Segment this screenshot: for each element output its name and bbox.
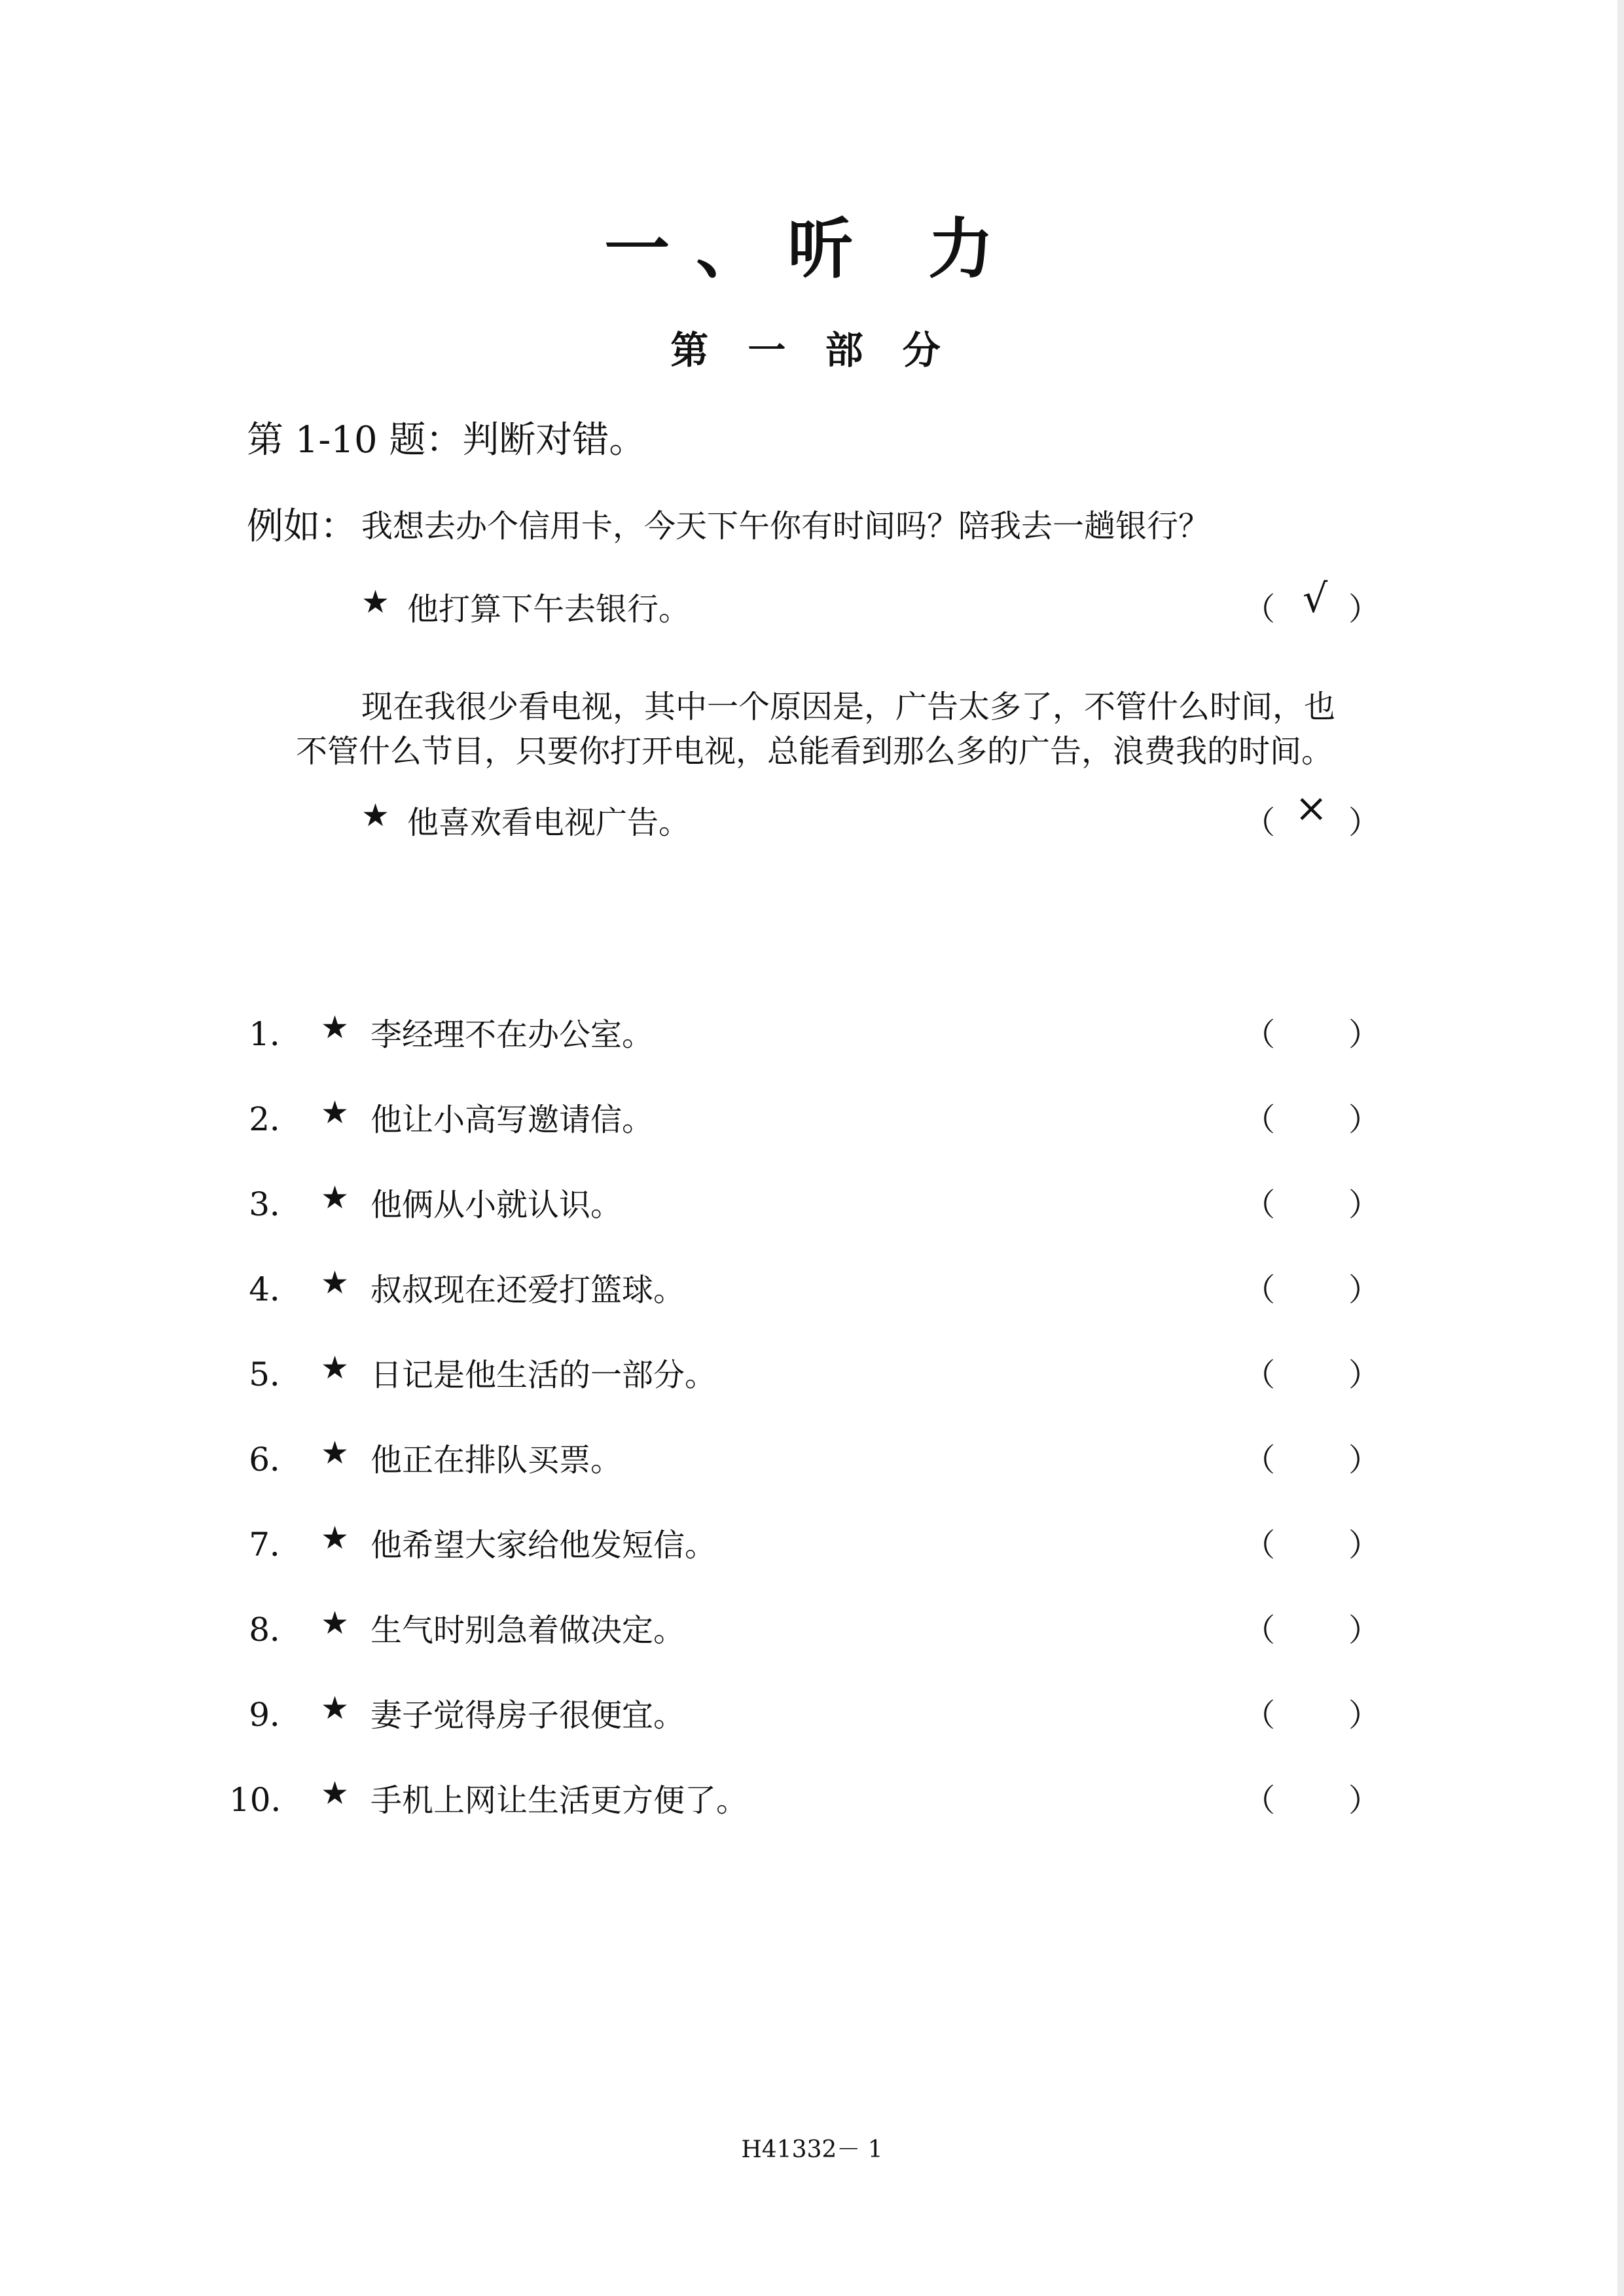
- example-statement-2: 他喜欢看电视广告。: [407, 804, 691, 841]
- question-number: 2．: [249, 1100, 302, 1138]
- example-passage: [296, 686, 1376, 772]
- question-number: 3．: [249, 1185, 302, 1223]
- answer-paren-open: （: [1244, 1016, 1276, 1053]
- example-star-1: ★: [361, 584, 390, 620]
- check-mark: √: [1303, 576, 1328, 622]
- answer-paren-open: （: [1244, 1187, 1276, 1223]
- example-paren-open-1: （: [1244, 591, 1276, 628]
- answer-paren-open: （: [1244, 1102, 1276, 1138]
- answer-paren-open: （: [1244, 1357, 1276, 1393]
- question-number: 7．: [249, 1526, 302, 1564]
- question-star: ★: [321, 1605, 350, 1641]
- example-statement-1: 他打算下午去银行。: [407, 591, 691, 628]
- answer-paren-close: ）: [1348, 1442, 1380, 1479]
- question-text: 手机上网让生活更方便了。: [370, 1782, 748, 1819]
- passage-line-2: 不管什么节目，只要你打开电视，总能看到那么多的广告，浪费我的时间。: [296, 733, 1333, 770]
- question-text: 日记是他生活的一部分。: [370, 1357, 717, 1393]
- example-paren-open-2: （: [1244, 804, 1276, 841]
- question-number: 6．: [249, 1441, 302, 1479]
- cross-mark: ×: [1295, 785, 1328, 831]
- example-dialogue: 我想去办个信用卡，今天下午你有时间吗？陪我去一趟银行？: [361, 508, 1210, 545]
- question-star: ★: [321, 1435, 350, 1471]
- answer-paren-close: ）: [1348, 1357, 1380, 1393]
- question-star: ★: [321, 1265, 350, 1301]
- question-number: 9．: [249, 1696, 302, 1734]
- instructions: 第 1-10 题：判断对错。: [247, 419, 646, 461]
- page-footer: H41332－ 1: [741, 2136, 883, 2163]
- question-number: 10．: [229, 1781, 304, 1819]
- answer-paren-close: ）: [1348, 1782, 1380, 1819]
- question-text: 他正在排队买票。: [370, 1442, 623, 1479]
- question-star: ★: [321, 1350, 350, 1386]
- question-star: ★: [321, 1690, 350, 1727]
- answer-paren-close: ）: [1348, 1272, 1380, 1308]
- answer-paren-close: ）: [1348, 1612, 1380, 1649]
- question-number: 1．: [249, 1015, 302, 1053]
- question-star: ★: [321, 1094, 350, 1131]
- question-text: 李经理不在办公室。: [370, 1016, 654, 1053]
- answer-paren-open: （: [1244, 1612, 1276, 1649]
- question-text: 生气时别急着做决定。: [370, 1612, 685, 1649]
- answer-paren-open: （: [1244, 1782, 1276, 1819]
- section-title: 第 一 部 分: [670, 328, 954, 372]
- answer-paren-close: ）: [1348, 1016, 1380, 1053]
- answer-paren-open: （: [1244, 1272, 1276, 1308]
- answer-paren-open: （: [1244, 1442, 1276, 1479]
- answer-paren-close: ）: [1348, 1527, 1380, 1564]
- example-paren-close-2: ）: [1348, 804, 1380, 841]
- question-star: ★: [321, 1179, 350, 1216]
- answer-paren-close: ）: [1348, 1697, 1380, 1734]
- question-text: 妻子觉得房子很便宜。: [370, 1697, 685, 1734]
- answer-paren-close: ）: [1348, 1102, 1380, 1138]
- example-star-2: ★: [361, 797, 390, 834]
- question-text: 他让小高写邀请信。: [370, 1102, 654, 1138]
- page-title: 一、听 力: [604, 210, 1020, 287]
- answer-paren-open: （: [1244, 1697, 1276, 1734]
- passage-line-1: 现在我很少看电视，其中一个原因是，广告太多了，不管什么时间，也: [361, 689, 1336, 725]
- example-label: 例如：: [247, 505, 357, 548]
- question-number: 8．: [249, 1611, 302, 1649]
- question-text: 他希望大家给他发短信。: [370, 1527, 717, 1564]
- answer-paren-open: （: [1244, 1527, 1276, 1564]
- question-star: ★: [321, 1009, 350, 1046]
- example-paren-close-1: ）: [1348, 591, 1380, 628]
- question-star: ★: [321, 1775, 350, 1812]
- question-number: 4．: [249, 1270, 302, 1308]
- question-text: 他俩从小就认识。: [370, 1187, 623, 1223]
- question-text: 叔叔现在还爱打篮球。: [370, 1272, 685, 1308]
- question-number: 5．: [249, 1355, 302, 1393]
- question-star: ★: [321, 1520, 350, 1556]
- answer-paren-close: ）: [1348, 1187, 1380, 1223]
